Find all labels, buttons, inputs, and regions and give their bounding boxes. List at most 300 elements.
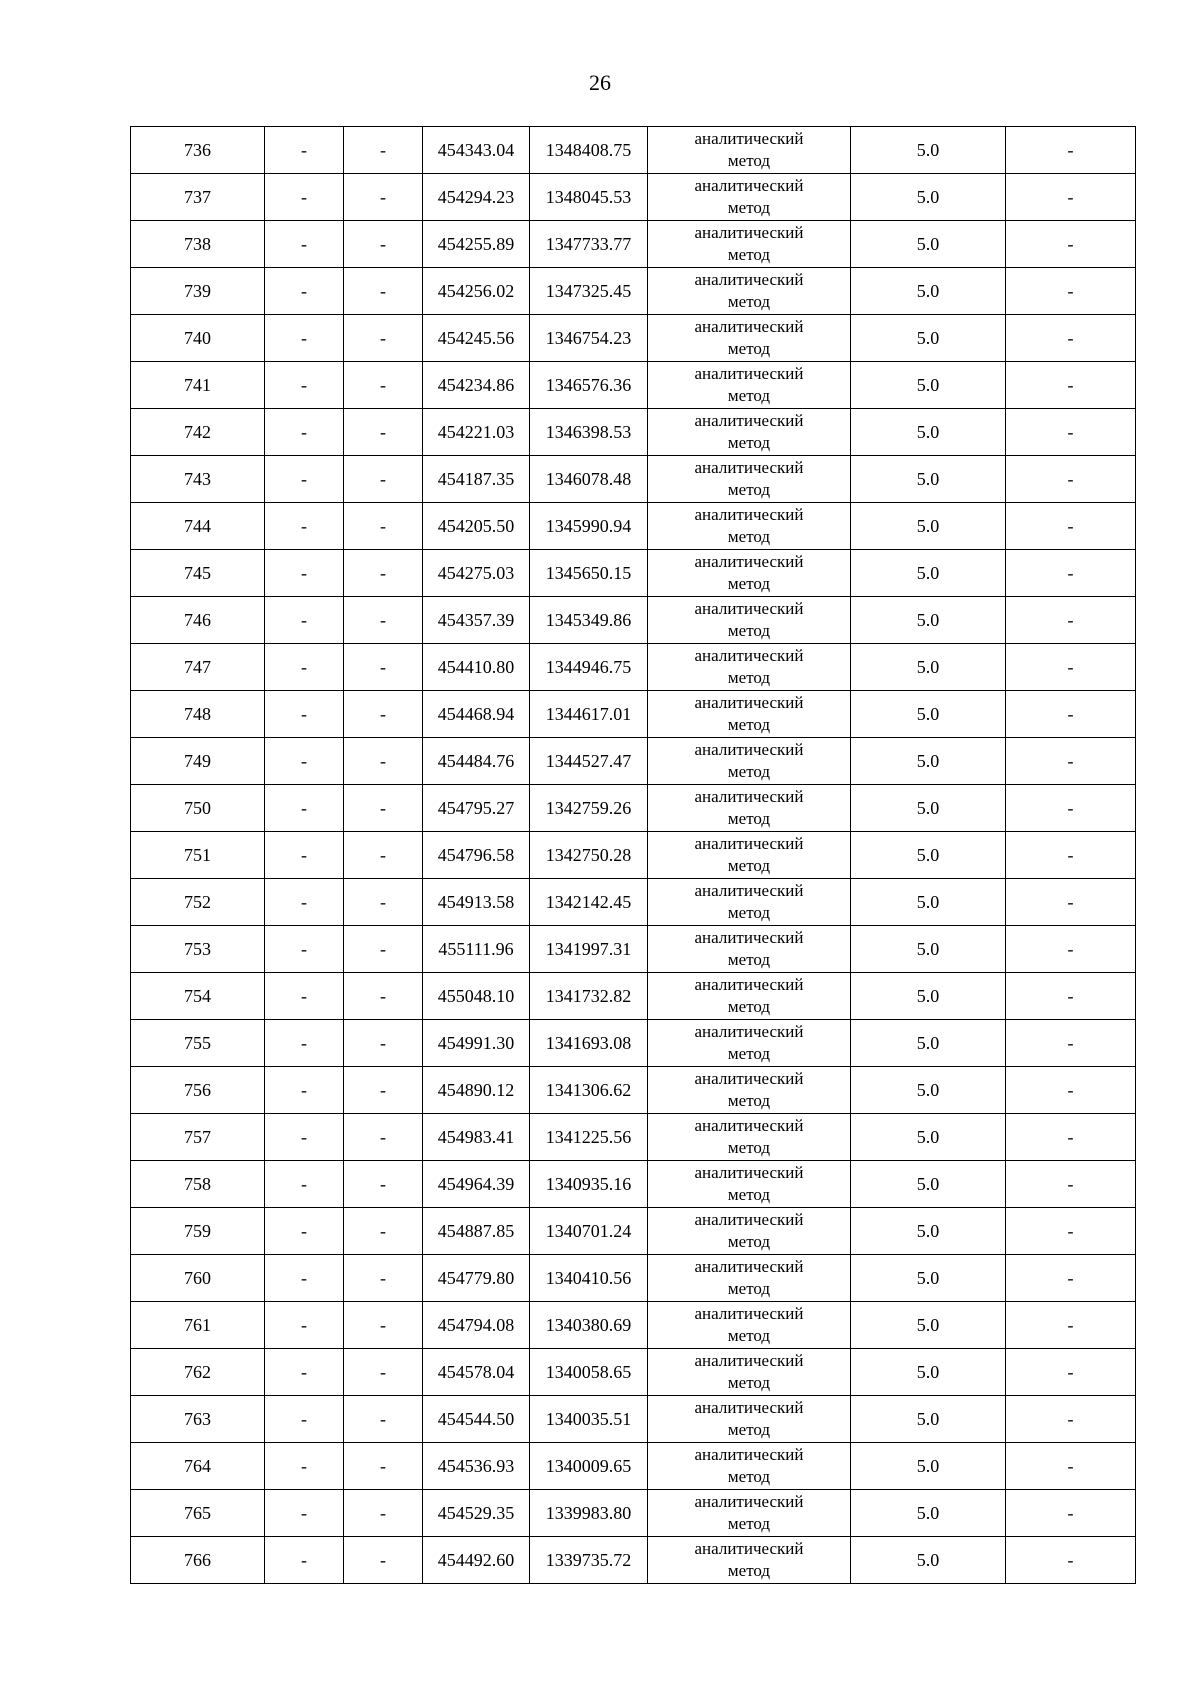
empty-dash-cell: - [265, 409, 344, 456]
method-label-line: аналитический [694, 505, 804, 524]
accuracy-cell: 5.0 [851, 926, 1006, 973]
method-label-line: аналитический [694, 975, 804, 994]
point-number-cell: 741 [131, 362, 265, 409]
empty-dash-cell: - [1006, 409, 1136, 456]
table-row [131, 1443, 1136, 1490]
point-number-cell: 745 [131, 550, 265, 597]
empty-dash-cell: - [344, 691, 423, 738]
y-coordinate-cell: 1342759.26 [530, 785, 648, 832]
point-number-cell: 744 [131, 503, 265, 550]
method-label-line: метод [727, 527, 771, 546]
empty-dash-cell: - [1006, 1396, 1136, 1443]
y-coordinate-cell: 1342142.45 [530, 879, 648, 926]
method-cell [648, 691, 851, 738]
empty-dash-cell: - [344, 597, 423, 644]
empty-dash-cell: - [344, 738, 423, 785]
method-label-line: метод [727, 1044, 771, 1063]
method-label-line: аналитический [694, 458, 804, 477]
empty-dash-cell: - [344, 268, 423, 315]
method-cell [648, 1396, 851, 1443]
method-label-line: метод [727, 856, 771, 875]
method-label-line: метод [727, 1138, 771, 1157]
empty-dash-cell: - [344, 785, 423, 832]
x-coordinate-cell: 454887.85 [423, 1208, 530, 1255]
method-cell [648, 973, 851, 1020]
accuracy-cell: 5.0 [851, 1161, 1006, 1208]
method-label-line: аналитический [694, 740, 804, 759]
method-cell [648, 315, 851, 362]
point-number-cell: 742 [131, 409, 265, 456]
table-row [131, 1302, 1136, 1349]
accuracy-cell: 5.0 [851, 879, 1006, 926]
method-cell [648, 409, 851, 456]
empty-dash-cell: - [1006, 691, 1136, 738]
empty-dash-cell: - [1006, 174, 1136, 221]
method-label-line: метод [727, 151, 771, 170]
accuracy-cell: 5.0 [851, 785, 1006, 832]
x-coordinate-cell: 454578.04 [423, 1349, 530, 1396]
point-number-cell: 764 [131, 1443, 265, 1490]
method-cell [648, 503, 851, 550]
method-label-line: аналитический [694, 1163, 804, 1182]
method-cell [648, 550, 851, 597]
empty-dash-cell: - [1006, 973, 1136, 1020]
method-cell [648, 926, 851, 973]
method-cell [648, 221, 851, 268]
table-row [131, 362, 1136, 409]
method-label-line: аналитический [694, 270, 804, 289]
table-row [131, 1020, 1136, 1067]
method-label-line: аналитический [694, 599, 804, 618]
empty-dash-cell: - [1006, 127, 1136, 174]
x-coordinate-cell: 454205.50 [423, 503, 530, 550]
accuracy-cell: 5.0 [851, 503, 1006, 550]
empty-dash-cell: - [1006, 1255, 1136, 1302]
point-number-cell: 748 [131, 691, 265, 738]
method-label-line: метод [727, 1467, 771, 1486]
method-label-line: метод [727, 433, 771, 452]
empty-dash-cell: - [344, 1020, 423, 1067]
method-label-line: аналитический [694, 411, 804, 430]
method-cell [648, 832, 851, 879]
y-coordinate-cell: 1340701.24 [530, 1208, 648, 1255]
empty-dash-cell: - [1006, 1349, 1136, 1396]
method-label-line: аналитический [694, 1022, 804, 1041]
empty-dash-cell: - [265, 127, 344, 174]
y-coordinate-cell: 1341997.31 [530, 926, 648, 973]
empty-dash-cell: - [344, 1302, 423, 1349]
method-label-line: метод [727, 809, 771, 828]
y-coordinate-cell: 1346754.23 [530, 315, 648, 362]
y-coordinate-cell: 1344946.75 [530, 644, 648, 691]
accuracy-cell: 5.0 [851, 691, 1006, 738]
y-coordinate-cell: 1339983.80 [530, 1490, 648, 1537]
empty-dash-cell: - [1006, 1443, 1136, 1490]
page-number: 26 [589, 70, 611, 95]
x-coordinate-cell: 454536.93 [423, 1443, 530, 1490]
accuracy-cell: 5.0 [851, 315, 1006, 362]
empty-dash-cell: - [344, 832, 423, 879]
point-number-cell: 743 [131, 456, 265, 503]
empty-dash-cell: - [344, 221, 423, 268]
empty-dash-cell: - [265, 926, 344, 973]
y-coordinate-cell: 1347733.77 [530, 221, 648, 268]
method-label-line: метод [727, 386, 771, 405]
method-cell [648, 268, 851, 315]
method-label-line: аналитический [694, 317, 804, 336]
empty-dash-cell: - [344, 644, 423, 691]
empty-dash-cell: - [265, 1208, 344, 1255]
accuracy-cell: 5.0 [851, 1537, 1006, 1584]
method-cell [648, 738, 851, 785]
method-label-line: аналитический [694, 1304, 804, 1323]
x-coordinate-cell: 454343.04 [423, 127, 530, 174]
x-coordinate-cell: 454794.08 [423, 1302, 530, 1349]
empty-dash-cell: - [1006, 1490, 1136, 1537]
table-row [131, 174, 1136, 221]
x-coordinate-cell: 454991.30 [423, 1020, 530, 1067]
y-coordinate-cell: 1344527.47 [530, 738, 648, 785]
table-row [131, 926, 1136, 973]
method-label-line: метод [727, 1561, 771, 1580]
y-coordinate-cell: 1340035.51 [530, 1396, 648, 1443]
empty-dash-cell: - [265, 1255, 344, 1302]
empty-dash-cell: - [265, 691, 344, 738]
table-row [131, 1114, 1136, 1161]
point-number-cell: 740 [131, 315, 265, 362]
accuracy-cell: 5.0 [851, 832, 1006, 879]
method-label-line: метод [727, 950, 771, 969]
method-label-line: аналитический [694, 693, 804, 712]
table-row [131, 738, 1136, 785]
empty-dash-cell: - [344, 362, 423, 409]
table-row [131, 1161, 1136, 1208]
x-coordinate-cell: 454983.41 [423, 1114, 530, 1161]
accuracy-cell: 5.0 [851, 1067, 1006, 1114]
table-row [131, 973, 1136, 1020]
point-number-cell: 765 [131, 1490, 265, 1537]
empty-dash-cell: - [1006, 644, 1136, 691]
table-row [131, 268, 1136, 315]
empty-dash-cell: - [265, 1537, 344, 1584]
empty-dash-cell: - [265, 362, 344, 409]
method-label-line: аналитический [694, 129, 804, 148]
x-coordinate-cell: 454187.35 [423, 456, 530, 503]
empty-dash-cell: - [1006, 738, 1136, 785]
accuracy-cell: 5.0 [851, 174, 1006, 221]
empty-dash-cell: - [1006, 1302, 1136, 1349]
point-number-cell: 754 [131, 973, 265, 1020]
method-cell [648, 1490, 851, 1537]
empty-dash-cell: - [1006, 550, 1136, 597]
x-coordinate-cell: 454468.94 [423, 691, 530, 738]
point-number-cell: 746 [131, 597, 265, 644]
method-cell [648, 1349, 851, 1396]
accuracy-cell: 5.0 [851, 1114, 1006, 1161]
empty-dash-cell: - [265, 456, 344, 503]
point-number-cell: 757 [131, 1114, 265, 1161]
empty-dash-cell: - [344, 1443, 423, 1490]
empty-dash-cell: - [265, 174, 344, 221]
method-label-line: аналитический [694, 364, 804, 383]
empty-dash-cell: - [265, 1490, 344, 1537]
y-coordinate-cell: 1339735.72 [530, 1537, 648, 1584]
empty-dash-cell: - [265, 738, 344, 785]
empty-dash-cell: - [1006, 315, 1136, 362]
empty-dash-cell: - [344, 1161, 423, 1208]
x-coordinate-cell: 454544.50 [423, 1396, 530, 1443]
method-label-line: метод [727, 1185, 771, 1204]
point-number-cell: 752 [131, 879, 265, 926]
point-number-cell: 751 [131, 832, 265, 879]
accuracy-cell: 5.0 [851, 1208, 1006, 1255]
empty-dash-cell: - [1006, 926, 1136, 973]
accuracy-cell: 5.0 [851, 1020, 1006, 1067]
method-cell [648, 879, 851, 926]
method-label-line: аналитический [694, 1210, 804, 1229]
method-label-line: аналитический [694, 881, 804, 900]
y-coordinate-cell: 1344617.01 [530, 691, 648, 738]
y-coordinate-cell: 1348408.75 [530, 127, 648, 174]
x-coordinate-cell: 454256.02 [423, 268, 530, 315]
accuracy-cell: 5.0 [851, 1302, 1006, 1349]
method-label-line: аналитический [694, 1351, 804, 1370]
method-label-line: метод [727, 480, 771, 499]
empty-dash-cell: - [1006, 221, 1136, 268]
table-row [131, 1537, 1136, 1584]
empty-dash-cell: - [344, 1349, 423, 1396]
method-cell [648, 1255, 851, 1302]
accuracy-cell: 5.0 [851, 362, 1006, 409]
empty-dash-cell: - [265, 832, 344, 879]
method-cell [648, 127, 851, 174]
coordinates-table-body [131, 127, 1136, 1584]
empty-dash-cell: - [265, 1349, 344, 1396]
empty-dash-cell: - [265, 1114, 344, 1161]
empty-dash-cell: - [1006, 597, 1136, 644]
table-row [131, 691, 1136, 738]
table-row [131, 409, 1136, 456]
table-row [131, 1067, 1136, 1114]
method-label-line: метод [727, 1279, 771, 1298]
method-label-line: метод [727, 762, 771, 781]
empty-dash-cell: - [1006, 1020, 1136, 1067]
point-number-cell: 736 [131, 127, 265, 174]
method-label-line: метод [727, 574, 771, 593]
point-number-cell: 739 [131, 268, 265, 315]
x-coordinate-cell: 454245.56 [423, 315, 530, 362]
y-coordinate-cell: 1340935.16 [530, 1161, 648, 1208]
y-coordinate-cell: 1346078.48 [530, 456, 648, 503]
coordinates-table [130, 126, 1136, 1584]
method-label-line: метод [727, 1420, 771, 1439]
method-label-line: аналитический [694, 1398, 804, 1417]
method-cell [648, 362, 851, 409]
x-coordinate-cell: 454410.80 [423, 644, 530, 691]
method-label-line: метод [727, 1091, 771, 1110]
point-number-cell: 762 [131, 1349, 265, 1396]
x-coordinate-cell: 454913.58 [423, 879, 530, 926]
empty-dash-cell: - [1006, 503, 1136, 550]
accuracy-cell: 5.0 [851, 456, 1006, 503]
accuracy-cell: 5.0 [851, 1396, 1006, 1443]
empty-dash-cell: - [344, 879, 423, 926]
accuracy-cell: 5.0 [851, 409, 1006, 456]
point-number-cell: 755 [131, 1020, 265, 1067]
method-label-line: метод [727, 668, 771, 687]
empty-dash-cell: - [265, 785, 344, 832]
empty-dash-cell: - [1006, 1537, 1136, 1584]
empty-dash-cell: - [265, 1161, 344, 1208]
empty-dash-cell: - [344, 1537, 423, 1584]
y-coordinate-cell: 1340009.65 [530, 1443, 648, 1490]
y-coordinate-cell: 1345349.86 [530, 597, 648, 644]
method-cell [648, 1208, 851, 1255]
empty-dash-cell: - [265, 315, 344, 362]
y-coordinate-cell: 1340380.69 [530, 1302, 648, 1349]
table-row [131, 127, 1136, 174]
method-label-line: метод [727, 245, 771, 264]
method-cell [648, 1443, 851, 1490]
method-label-line: метод [727, 903, 771, 922]
point-number-cell: 756 [131, 1067, 265, 1114]
x-coordinate-cell: 454221.03 [423, 409, 530, 456]
empty-dash-cell: - [344, 503, 423, 550]
accuracy-cell: 5.0 [851, 268, 1006, 315]
y-coordinate-cell: 1340410.56 [530, 1255, 648, 1302]
point-number-cell: 759 [131, 1208, 265, 1255]
method-cell [648, 597, 851, 644]
method-cell [648, 1067, 851, 1114]
accuracy-cell: 5.0 [851, 973, 1006, 1020]
empty-dash-cell: - [1006, 268, 1136, 315]
point-number-cell: 747 [131, 644, 265, 691]
accuracy-cell: 5.0 [851, 1349, 1006, 1396]
table-row [131, 1349, 1136, 1396]
empty-dash-cell: - [265, 550, 344, 597]
method-label-line: метод [727, 1232, 771, 1251]
point-number-cell: 766 [131, 1537, 265, 1584]
method-label-line: аналитический [694, 176, 804, 195]
point-number-cell: 749 [131, 738, 265, 785]
table-row [131, 597, 1136, 644]
accuracy-cell: 5.0 [851, 597, 1006, 644]
method-label-line: метод [727, 997, 771, 1016]
empty-dash-cell: - [1006, 456, 1136, 503]
method-cell [648, 1114, 851, 1161]
y-coordinate-cell: 1342750.28 [530, 832, 648, 879]
table-row [131, 1255, 1136, 1302]
empty-dash-cell: - [265, 221, 344, 268]
y-coordinate-cell: 1346576.36 [530, 362, 648, 409]
y-coordinate-cell: 1346398.53 [530, 409, 648, 456]
empty-dash-cell: - [344, 456, 423, 503]
empty-dash-cell: - [1006, 879, 1136, 926]
y-coordinate-cell: 1341693.08 [530, 1020, 648, 1067]
x-coordinate-cell: 454795.27 [423, 785, 530, 832]
empty-dash-cell: - [1006, 1161, 1136, 1208]
x-coordinate-cell: 455111.96 [423, 926, 530, 973]
x-coordinate-cell: 454357.39 [423, 597, 530, 644]
empty-dash-cell: - [265, 597, 344, 644]
empty-dash-cell: - [344, 409, 423, 456]
y-coordinate-cell: 1348045.53 [530, 174, 648, 221]
method-label-line: метод [727, 198, 771, 217]
empty-dash-cell: - [265, 503, 344, 550]
method-cell [648, 456, 851, 503]
method-label-line: метод [727, 1514, 771, 1533]
x-coordinate-cell: 454255.89 [423, 221, 530, 268]
method-label-line: аналитический [694, 1492, 804, 1511]
point-number-cell: 763 [131, 1396, 265, 1443]
point-number-cell: 738 [131, 221, 265, 268]
table-row [131, 456, 1136, 503]
empty-dash-cell: - [265, 1020, 344, 1067]
empty-dash-cell: - [344, 973, 423, 1020]
x-coordinate-cell: 454275.03 [423, 550, 530, 597]
empty-dash-cell: - [344, 550, 423, 597]
empty-dash-cell: - [344, 1067, 423, 1114]
method-cell [648, 785, 851, 832]
table-row [131, 315, 1136, 362]
empty-dash-cell: - [1006, 785, 1136, 832]
table-row [131, 1490, 1136, 1537]
x-coordinate-cell: 454796.58 [423, 832, 530, 879]
x-coordinate-cell: 454529.35 [423, 1490, 530, 1537]
x-coordinate-cell: 454492.60 [423, 1537, 530, 1584]
x-coordinate-cell: 454234.86 [423, 362, 530, 409]
empty-dash-cell: - [344, 1114, 423, 1161]
method-cell [648, 174, 851, 221]
y-coordinate-cell: 1341225.56 [530, 1114, 648, 1161]
method-cell [648, 1020, 851, 1067]
method-label-line: аналитический [694, 834, 804, 853]
table-row [131, 503, 1136, 550]
table-row [131, 1208, 1136, 1255]
method-label-line: аналитический [694, 223, 804, 242]
empty-dash-cell: - [344, 1208, 423, 1255]
table-row [131, 832, 1136, 879]
x-coordinate-cell: 454294.23 [423, 174, 530, 221]
empty-dash-cell: - [344, 174, 423, 221]
y-coordinate-cell: 1340058.65 [530, 1349, 648, 1396]
accuracy-cell: 5.0 [851, 221, 1006, 268]
empty-dash-cell: - [1006, 362, 1136, 409]
accuracy-cell: 5.0 [851, 738, 1006, 785]
accuracy-cell: 5.0 [851, 1490, 1006, 1537]
x-coordinate-cell: 454890.12 [423, 1067, 530, 1114]
method-cell [648, 1161, 851, 1208]
empty-dash-cell: - [265, 973, 344, 1020]
table-row [131, 879, 1136, 926]
method-label-line: метод [727, 1373, 771, 1392]
point-number-cell: 753 [131, 926, 265, 973]
empty-dash-cell: - [344, 1396, 423, 1443]
empty-dash-cell: - [1006, 1114, 1136, 1161]
x-coordinate-cell: 454964.39 [423, 1161, 530, 1208]
method-cell [648, 644, 851, 691]
y-coordinate-cell: 1345650.15 [530, 550, 648, 597]
method-label-line: аналитический [694, 1116, 804, 1135]
method-label-line: метод [727, 292, 771, 311]
x-coordinate-cell: 455048.10 [423, 973, 530, 1020]
empty-dash-cell: - [265, 1302, 344, 1349]
method-label-line: метод [727, 715, 771, 734]
empty-dash-cell: - [265, 879, 344, 926]
method-label-line: аналитический [694, 1069, 804, 1088]
method-cell [648, 1302, 851, 1349]
empty-dash-cell: - [265, 268, 344, 315]
